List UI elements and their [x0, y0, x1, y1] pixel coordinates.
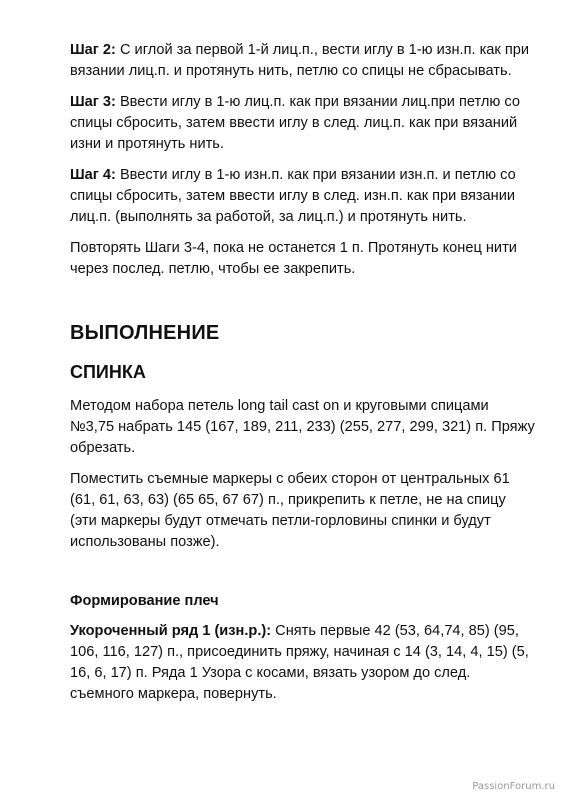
step-2-text: С иглой за первой 1-й лиц.п., вести иглу в 1-ю изн.п. как при вязании лиц.п. и протянуть нить, петлю со спицы не сбрасывать. — [70, 42, 530, 79]
shoulder-heading: Формирование плеч — [70, 593, 219, 609]
step-3-paragraph — [70, 92, 535, 155]
step-4-label: Шаг 4: — [70, 167, 116, 183]
repeat-paragraph: Повторять Шаги 3-4, пока не останется 1 п. Протянуть конец нити через послед. петлю, чтобы ее закрепить. — [70, 240, 517, 277]
cast-on-paragraph: Методом набора петель long tail cast on и круговыми спицами №3,75 набрать 145 (167, 189, 211, 233) (255, 277, 299, 321) п. Пряжу обрезать. — [70, 398, 535, 456]
short-row-paragraph — [70, 621, 535, 705]
section-title: ВЫПОЛНЕНИЕ — [70, 322, 220, 344]
step-2-paragraph — [70, 40, 535, 82]
short-row-label: Укороченный ряд 1 (изн.р.): — [70, 623, 272, 639]
step-3-text: Ввести иглу в 1-ю лиц.п. как при вязании лиц.при петлю со спицы сбросить, затем ввести иглу в след. лиц.п. как при вязаний изни и протянуть нить. — [70, 94, 520, 152]
step-2-label: Шаг 2: — [70, 42, 116, 58]
watermark-text: PassionForum.ru — [472, 781, 555, 792]
document-page — [70, 40, 535, 705]
step-3-label: Шаг 3: — [70, 94, 116, 110]
short-row-text: Снять первые 42 (53, 64,74, 85) (95, 106, 116, 127) п., присоединить пряжу, начиная с 14 (3, 14, 4, 15) (5, 16, 6, 17) п. Ряда 1 Узора с косами, вязать узором до след. съемного маркера, повернуть. — [70, 623, 529, 702]
subsection-title: СПИНКА — [70, 362, 146, 382]
step-4-paragraph — [70, 165, 535, 228]
step-4-text: Ввести иглу в 1-ю изн.п. как при вязании изн.п. и петлю со спицы сбросить, затем ввести иглу в след. изн.п. как при вязании лиц.п. (выполнять за работой, за лиц.п.) и протянуть нить. — [70, 167, 516, 225]
markers-paragraph: Поместить съемные маркеры с обеих сторон от центральных 61 (61, 61, 63, 63) (65 65, 67 67) п., прикрепить к петле, не на спицу (эти маркеры будут отмечать петли-горловины спинки и будут использованы позже). — [70, 471, 510, 550]
